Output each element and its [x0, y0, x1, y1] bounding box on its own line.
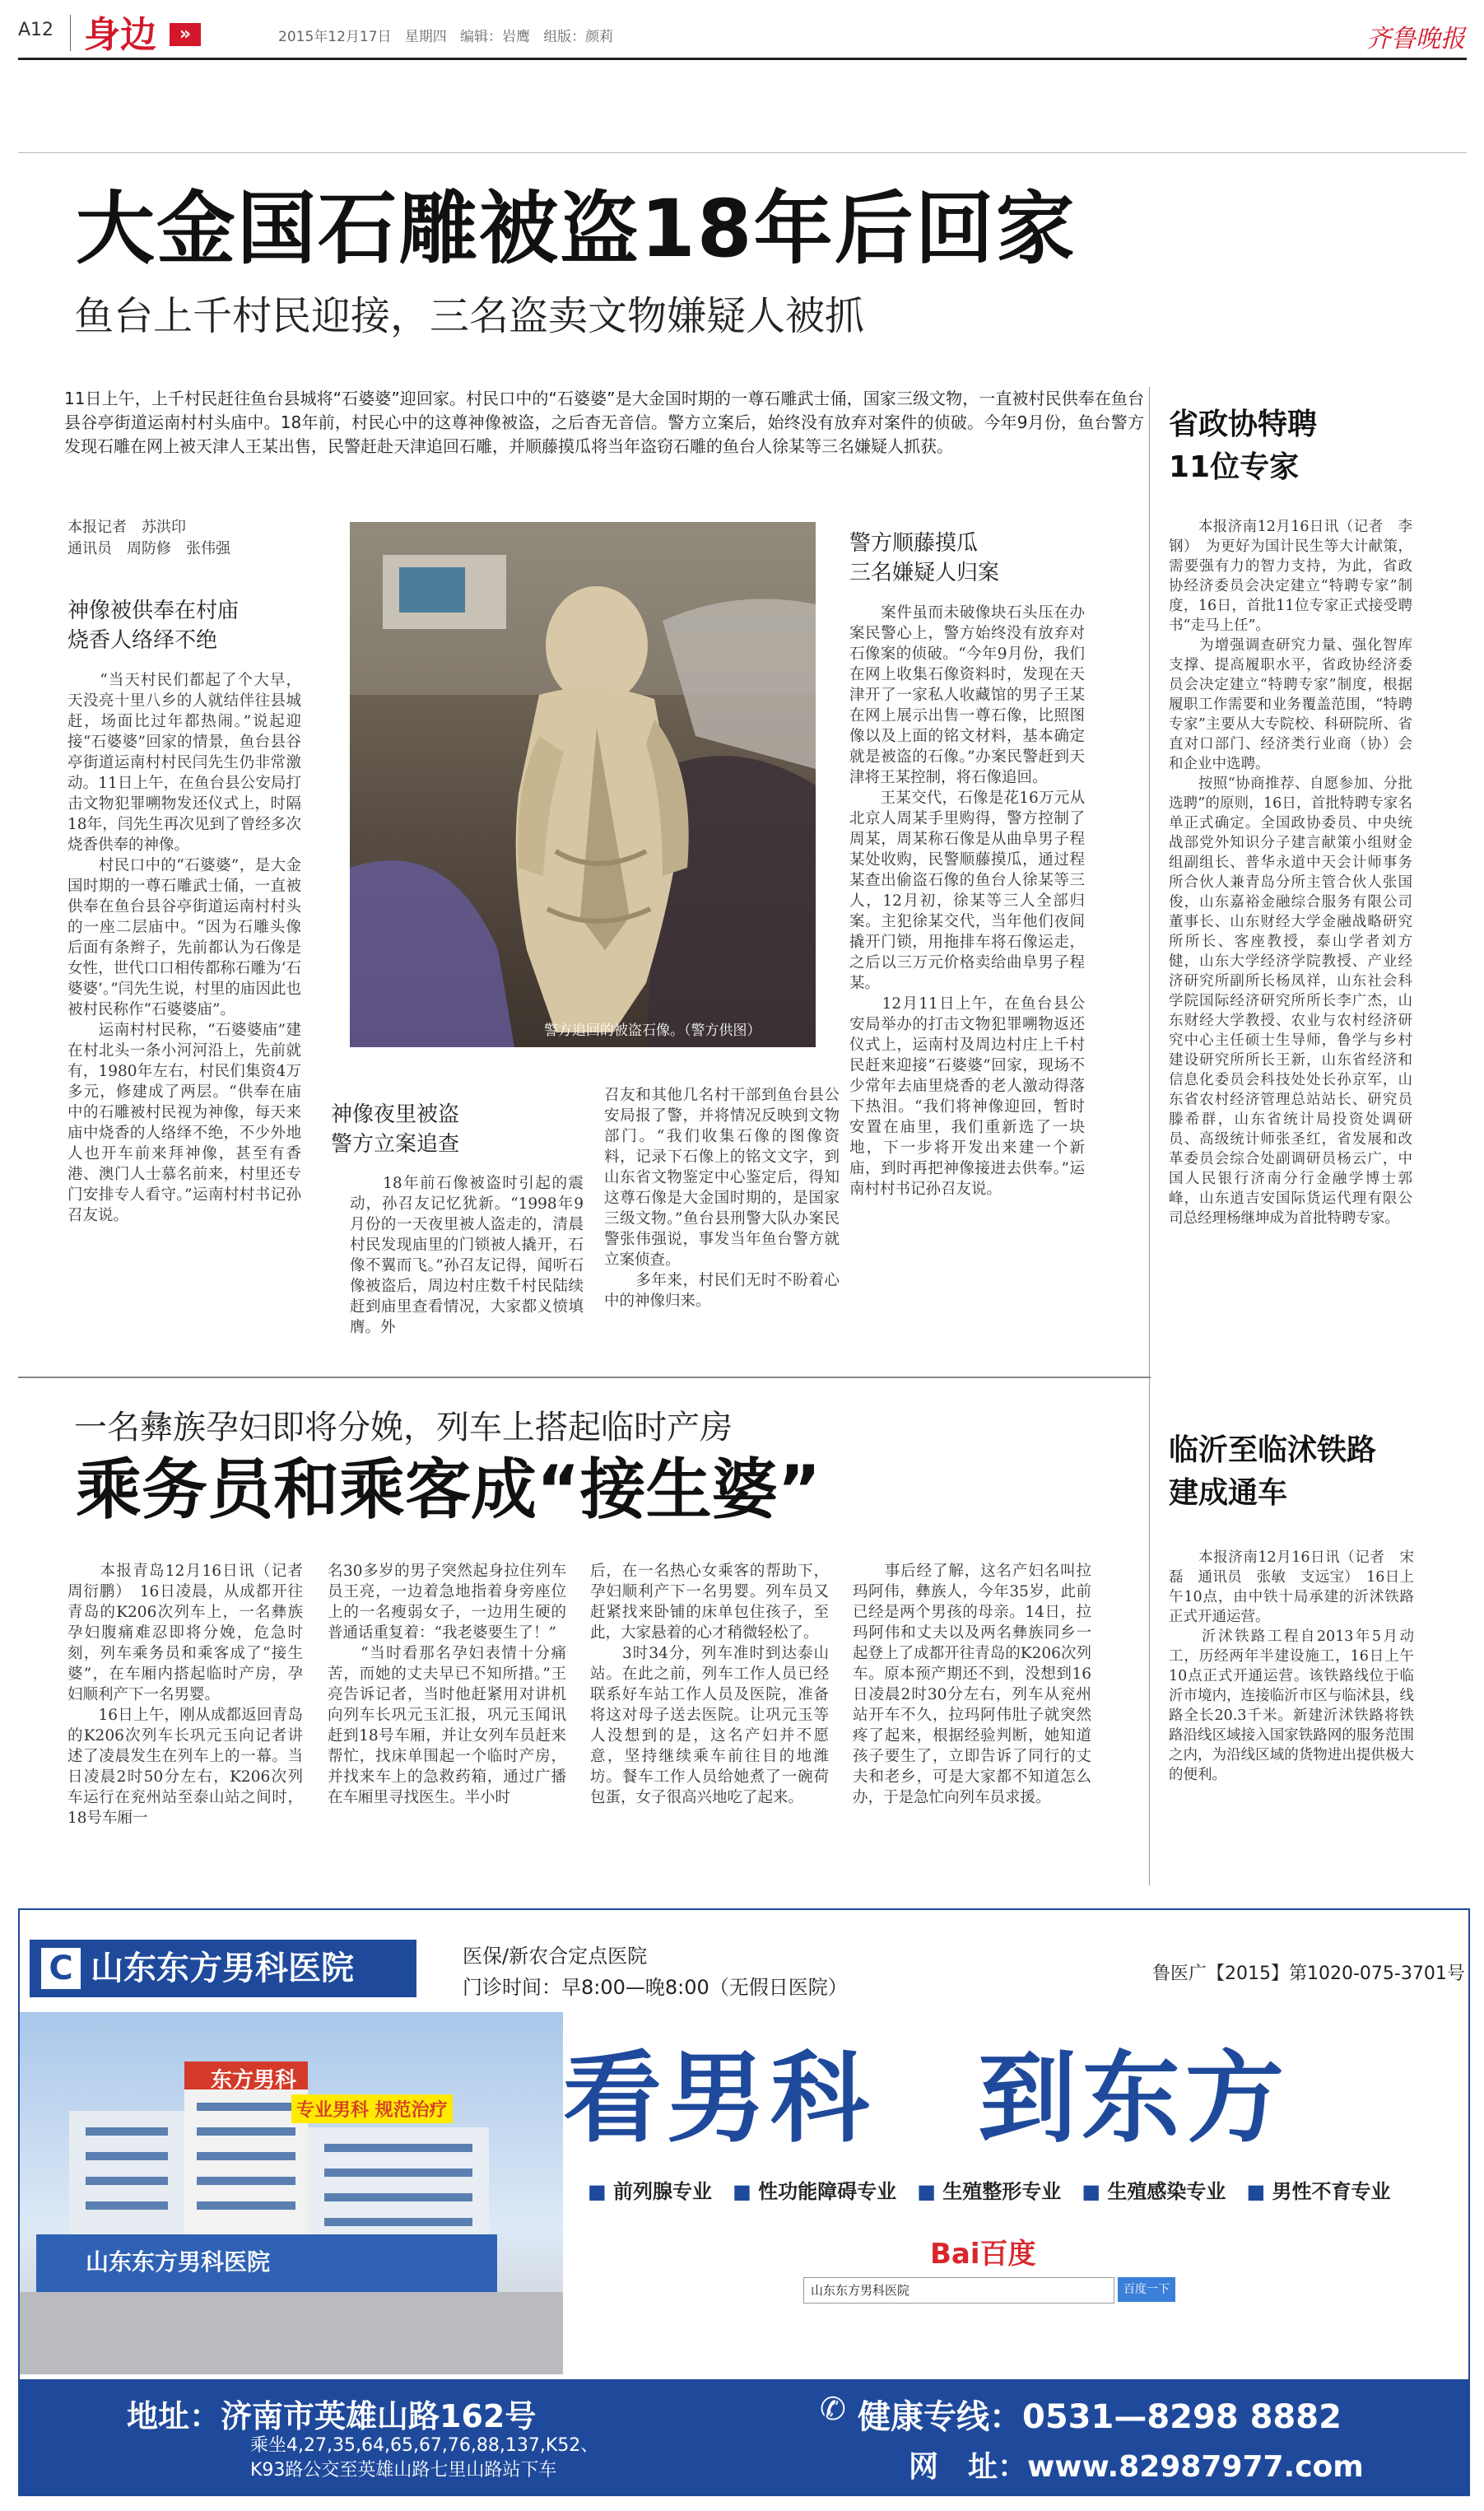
article-2-col-3: 后，在一名热心女乘客的帮助下，孕妇顺利产下一名男婴。列车员又赶紧找来卧铺的床单包住孩子，至此，大家悬着的心才稍微轻松了。 3时34分，列车准时到达泰山站。在此之前，列车工作人员已经联系好车站工作人员及医院，准备将这对母子送去医院。让巩元玉等人没想到的是，这名产妇并不愿意，坚持继续乘车前往目的地潍坊。餐车工作人员给她煮了一碗荷包蛋，女子很高兴地吃了起来。 — [590, 1563, 829, 1806]
section-title: 身边 — [84, 14, 156, 56]
header-meta — [278, 25, 613, 45]
building-sign: 东方男科 — [211, 2068, 297, 2093]
ad-footer-bar — [20, 2379, 1468, 2495]
article-title: 大金国石雕被盗18年后回家 — [76, 183, 1077, 275]
stone-statue-photo — [350, 522, 816, 1047]
sidebar-1-title: 省政协特聘 11位专家 — [1169, 408, 1318, 484]
service-item: ■ 生殖整形专业 — [917, 2180, 1062, 2203]
service-item: ■ 前列腺专业 — [588, 2180, 713, 2203]
hospital-logo-icon: C — [41, 1948, 81, 1989]
section-rule-1 — [18, 1377, 1151, 1378]
article-subtitle: 鱼台上千村民迎接，三名盗卖文物嫌疑人被抓 — [74, 293, 865, 339]
service-item: ■ 生殖感染专业 — [1082, 2180, 1226, 2203]
page-number: A12 — [18, 20, 54, 40]
hospital-building-image — [20, 2012, 563, 2374]
section-arrow-icon: » — [170, 23, 201, 46]
ad-hotline: 健康专线：0531—8298 8882 — [858, 2398, 1342, 2436]
service-item: ■ 男性不育专业 — [1246, 2180, 1391, 2203]
article-byline: 本报记者 苏洪印 通讯员 周防修 张伟强 — [67, 519, 230, 557]
ad-website: 网 址：www.82987977.com — [909, 2450, 1364, 2484]
baidu-search-box[interactable] — [803, 2277, 1114, 2304]
subhead-2: 神像夜里被盗 警方立案追查 — [331, 1102, 460, 1157]
ad-logo-bar — [30, 1940, 416, 1997]
article-col-1: “当天村民们都起了个大早，天没亮十里八乡的人就结伴往县城赶，场面比过年都热闹。”说起迎接“石婆婆”回家的情景，鱼台县谷亭街道运南村村民闫先生仍非常激动。11日上午，在鱼台县公安局打击文物犯罪嗍物发还仪式上，时隔18年，闫先生再次见到了曾经多次烧香供奉的神像。 村民口中的“石婆婆”，是大金国时期的一尊石雕武士俑，一直被供奉在鱼台县谷亭街道运南村村头的一座二层庙中。“因为石雕头像后面有条辫子，先前都认为石像是女性，世代口口相传都称石雕为‘石婆婆’。”闫先生说，村里的庙因此也被村民称作“石婆婆庙”。 运南村村民称，“石婆婆庙”建在村北头一条小河河沿上，先前就有，1980年左右，村民们集资4万多元，修建成了两层。“供奉在庙中的石雕被村民视为神像，每天来庙中烧香的人络绎不绝，不少外地人也开车前来拜神像，甚至有香港、澳门人士慕名前来，村里还专门安排专人看守。”运南村村书记孙召友说。 — [67, 672, 301, 1224]
article-2-col-2: 名30多岁的男子突然起身拉住列车员王亮，一边着急地指着身旁座位上的一名瘦弱女子，一边用生硬的普通话重复着：“我老婆要生了！” “当时看那名孕妇表情十分痛苦，而她的丈夫早已不知所措。”王亮告诉记者，当时他赶紧用对讲机向列车长巩元玉汇报，巩元玉闻讯赶到18号车厢，并让女列车员赶来帮忙，找床单围起一个临时产房，并找来车上的急救药箱，通过广播在车厢里寻找医生。半小时 — [328, 1563, 566, 1806]
article-col-2: 18年前石像被盗时引起的震动，孙召友记忆犹新。“1998年9月份的一天夜里被人盗走的，清晨村民发现庙里的门锁被人撬开，石像不翼而飞。”孙召友记得，闻听石像被盗后，周边村庄数千村民陆续赶到庙里查看情况，大家都义愤填膺。外 — [350, 1175, 584, 1336]
header-rule — [18, 58, 1467, 60]
photo-caption: 警方追回的被盗石像。（警方供图） — [544, 1023, 761, 1039]
ad-bus: 乘坐4,27,35,64,65,67,76,88,137,K52、 K93路公交至英雄山路七里山路站下车 — [250, 2435, 599, 2481]
article-col-3: 召友和其他几名村干部到鱼台县公安局报了警，并将情况反映到文物部门。“我们收集石像的图像资料，记录下石像上的铭文文字，到山东省文物鉴定中心鉴定后，得知这尊石像是大金国时期的，是国家三级文物。”鱼台县刑警大队办案民警张伟强说，事发当年鱼台警方就立案侦查。 多年来，村民们无时不盼着心中的神像归来。 — [604, 1087, 840, 1310]
ad-address: 地址：济南市英雄山路162号 — [127, 2398, 537, 2434]
sidebar-2-body: 本报济南12月16日讯（记者 宋磊 通讯员 张敏 支远宝） 16日上午10点，由中铁十局承建的沂沭铁路正式开通运营。 沂沭铁路工程自2013年5月动工，历经两年半建设施工，16日上午10点正式开通运营。该铁路线位于临沂市境内，连接临沂市区与临沭县，线路全长20.3千米。新建沂沭铁路将铁路沿线区域接入国家铁路网的服务范围之内，为沿线区域的货物进出提供极大的便利。 — [1169, 1549, 1414, 1783]
statue-illustration — [350, 522, 816, 1047]
service-item: ■ 性功能障碍专业 — [733, 2180, 897, 2203]
meta-layout: 组版：颜莉 — [543, 29, 614, 45]
header-rule-thin — [18, 152, 1467, 153]
ad-hours: 门诊时间：早8:00—晚8:00（无假日医院） — [463, 1976, 848, 1999]
sidebar-1-body: 本报济南12月16日讯（记者 李钢） 为更好为国计民生等大计献策，需要强有力的智力支持，为此，省政协经济委员会决定建立“特聘专家”制度，16日，首批11位专家正式接受聘书“走马上任”。 为增强调查研究力量、强化智库支撑、提高履职水平，省政协经济委员会决定建立“特聘专家”制度，根据履职工作需要和业务覆盖范围，“特聘专家”主要从大专院校、科研院所、省直对口部门、经济类行业商（协）会和企业中选聘。 按照“协商推荐、自愿参加、分批选聘”的原则，16日，首批特聘专家名单正式确定。全国政协委员、中央统战部党外知识分子建言献策小组财金组副组长、普华永道中天会计师事务所合伙人兼青岛分所主管合伙人张国俊，山东嘉裕金融综合服务有限公司董事长、山东财经大学金融战略研究所所长、客座教授，泰山学者刘方健，山东大学经济学院教授、产业经济研究所副所长杨凤祥，山东社会科学院国际经济研究所所长李广杰，山东财经大学教授、农业与农村经济研究中心主任硕士生导师，鲁学与乡村建设研究所所长王新，山东省经济和信息化委员会科技处处长孙京军，山东省农村经济管理总站站长、研究员滕希群，山东省统计局投资处调研员、高级统计师张圣红，省发展和改革委员会综合处副调研员杨云广，中国人民银行济南分行金融学博士郭峰，山东逍吉安国际货运代理有限公司总经理杨继坤成为首批特聘专家。 — [1169, 519, 1412, 1227]
ad-services — [588, 2175, 1444, 2204]
meta-editor: 编辑：岩鹰 — [459, 29, 530, 45]
article-lead: 11日上午，上千村民赶往鱼台县城将“石婆婆”迎回家。村民口中的“石婆婆”是大金国时期的一尊石雕武士俑，国家三级文物，一直被村民供奉在鱼台县谷亭街道运南村村头庙中。18年前，村民心中的这尊神像被盗，之后杳无音信。警方立案后，始终没有放弃对案件的侦破。今年9月份，鱼台警方发现石雕在网上被天津人王某出售，民警赶赴天津追回石雕，并顺藤摸瓜将当年盗窃石雕的鱼台人徐某等三名嫌疑人抓获。 — [64, 389, 1144, 456]
header-divider — [70, 15, 71, 51]
ad-license: 鲁医广【2015】第1020-075-3701号 — [1152, 1964, 1465, 1984]
article-2-kicker: 一名彝族孕妇即将分娩，列车上搭起临时产房 — [74, 1409, 733, 1447]
meta-date: 2015年12月17日 — [278, 29, 392, 45]
meta-week: 星期四 — [404, 29, 447, 45]
subhead-3: 警方顺藤摸瓜 三名嫌疑人归案 — [849, 531, 1000, 585]
article-2-title: 乘务员和乘客成“接生婆” — [76, 1451, 821, 1528]
article-2-col-1: 本报青岛12月16日讯（记者 周衍鹏） 16日凌晨，从成都开往青岛的K206次列车上，一名彝族孕妇腹痛难忍即将分娩，危急时刻，列车乘务员和乘客成了“接生婆”，在车厢内搭起临时产房，孕妇顺利产下一名男婴。 16日上午，刚从成都返回青岛的K206次列车长巩元玉向记者讲述了凌晨发生在列车上的一幕。当日凌晨2时50分左右，K206次列车运行在兖州站至泰山站之间时，18号车厢一 — [67, 1563, 303, 1827]
building-banner: 专业男科 规范治疗 — [291, 2094, 453, 2123]
sidebar-divider — [1149, 387, 1150, 1474]
hospital-name: 山东东方男科医院 — [91, 1950, 354, 1987]
article-col-4: 案件虽而未破像块石头压在办案民警心上，警方始终没有放弃对石像案的侦破。“今年9月份，我们在网上收集石像资料时，发现在天津开了一家私人收藏馆的男子王某在网上展示出售一尊石像，比照图像以及上面的铭文材料，基本确定就是被盗的石像。”办案民警赶到天津将王某控制，将石像追回。 王某交代，石像是花16万元从北京人周某手里购得，警方控制了周某，周某称石像是从曲阜男子程某处收购，民警顺藤摸瓜，通过程某查出偷盗石像的鱼台人徐某等三人，12月初，徐某等三人全部归案。主犯徐某交代，当年他们夜间撬开门锁，用拖排车将石像运走，之后以三万元价格卖给曲阜男子程某。 12月11日上午，在鱼台县公安局举办的打击文物犯罪嗍物返还仪式上，运南村及周边村庄上千村民赶来迎接“石婆婆”回家，现场不少常年去庙里烧香的老人激动得落下热泪。“我们将神像迎回，暂时安置在庙里，我们重新选了一块地，下一步将开发出来建一个新庙，到时再把神像接进去供奉。”运南村村书记孙召友说。 — [849, 604, 1085, 1198]
building-name: 山东东方男科医院 — [86, 2248, 271, 2276]
search-input[interactable]: 山东东方男科医院 — [811, 2283, 910, 2298]
masthead-logo: 齐鲁晚报 — [1366, 25, 1465, 54]
ad-panel — [18, 1908, 1470, 2496]
article-2-col-4: 事后经了解，这名产妇名叫拉玛阿伟，彝族人，今年35岁，此前已经是两个男孩的母亲。14日，拉玛阿伟和丈夫以及两名彝族同乡一起登上了成都开往青岛的K206次列车。原本预产期还不到，没想到16日凌晨2时30分左右，列车从兖州站开车不久，拉玛阿伟肚子就突然疼了起来，根据经验判断，她知道孩子要生了，立即告诉了同行的丈夫和老乡，可是大家都不知道怎么办，于是急忙向列车员求援。 — [853, 1563, 1091, 1806]
baidu-search-button[interactable]: 百度一下 — [1118, 2277, 1175, 2302]
ad-insurance: 医保/新农合定点医院 — [463, 1945, 648, 1968]
subhead-1: 神像被供奉在村庙 烧香人络绎不绝 — [67, 599, 240, 653]
sidebar-2-title: 临沂至临沭铁路 建成通车 — [1169, 1433, 1377, 1510]
phone-icon: ✆ — [820, 2391, 846, 2427]
baidu-logo: Bai百度 — [930, 2238, 1036, 2271]
sidebar-2-divider — [1149, 1424, 1150, 1885]
ad-slogan: 看男科 到东方 — [563, 2042, 1289, 2156]
